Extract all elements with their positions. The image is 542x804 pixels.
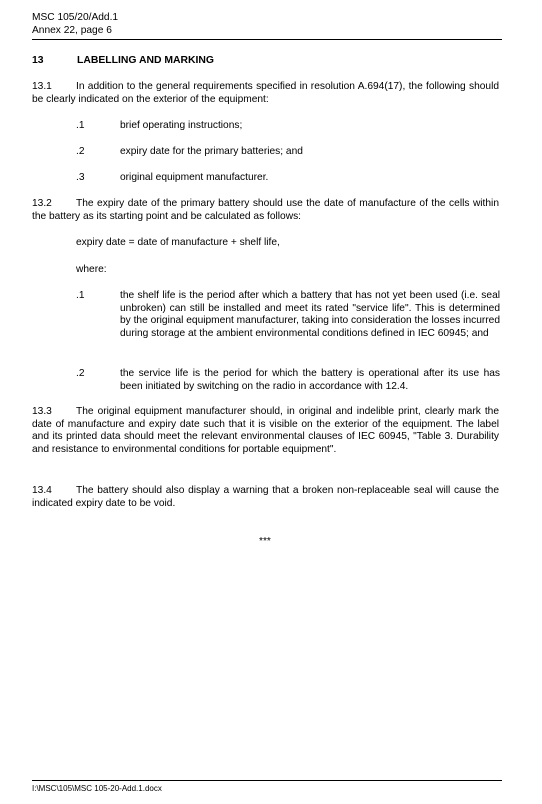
end-of-document-mark: ***	[259, 536, 271, 547]
section-number: 13	[32, 55, 44, 66]
list-item-number: .1	[76, 290, 85, 301]
paragraph-13-2	[32, 198, 499, 223]
header-divider	[32, 39, 502, 40]
paragraph-13-1	[32, 81, 499, 106]
list-item-text: original equipment manufacturer.	[120, 172, 269, 183]
paragraph-number: 13.3	[32, 406, 52, 417]
footer-divider	[32, 780, 502, 781]
paragraph-text: The original equipment manufacturer should, in original and indelible print, clearly mark the date of manufacture and expiry date such that it is visible on the exterior of the equipment. The label and its printed data should meet the relevant environmental clauses of IEC 60945, "Table 3. Durability and resistance to environmental conditions for portable equipment".	[32, 406, 499, 455]
list-item-number: .1	[76, 120, 85, 131]
annex-page-label: Annex 22, page 6	[32, 25, 112, 36]
list-item-number: .2	[76, 368, 85, 379]
footer-file-path: I:\MSC\105\MSC 105-20-Add.1.docx	[32, 784, 162, 793]
paragraph-text: In addition to the general requirements specified in resolution A.694(17), the following should be clearly indicated on the exterior of the equipment:	[32, 81, 499, 105]
list-item-text: expiry date for the primary batteries; and	[120, 146, 303, 157]
list-item-text: the shelf life is the period after which a battery that has not yet been used (i.e. seal unbroken) can still be installed and meet its rated "service life". This is determined by the original equipment manufacturer, taking into consideration the losses incurred during storage at the ambient environmental conditions defined in IEC 60945; and	[120, 290, 500, 339]
section-title: LABELLING AND MARKING	[77, 55, 214, 66]
list-item-text: brief operating instructions;	[120, 120, 243, 131]
paragraph-number: 13.1	[32, 81, 52, 92]
list-item-text: the service life is the period for which the battery is operational after its use has been initiated by switching on the radio in accordance with 12.4.	[120, 368, 500, 392]
section-heading	[32, 55, 214, 68]
paragraph-text: The expiry date of the primary battery should use the date of manufacture of the cells within the battery as its starting point and be calculated as follows:	[32, 198, 499, 222]
paragraph-number: 13.4	[32, 485, 52, 496]
where-label: where:	[76, 264, 107, 275]
paragraph-13-3	[32, 406, 499, 456]
paragraph-number: 13.2	[32, 198, 52, 209]
paragraph-13-4	[32, 485, 499, 510]
document-reference: MSC 105/20/Add.1	[32, 12, 119, 23]
list-item-number: .3	[76, 172, 85, 183]
paragraph-text: The battery should also display a warning that a broken non-replaceable seal will cause the indicated expiry date to be void.	[32, 485, 499, 509]
expiry-formula: expiry date = date of manufacture + shelf life,	[76, 237, 280, 248]
list-item-number: .2	[76, 146, 85, 157]
